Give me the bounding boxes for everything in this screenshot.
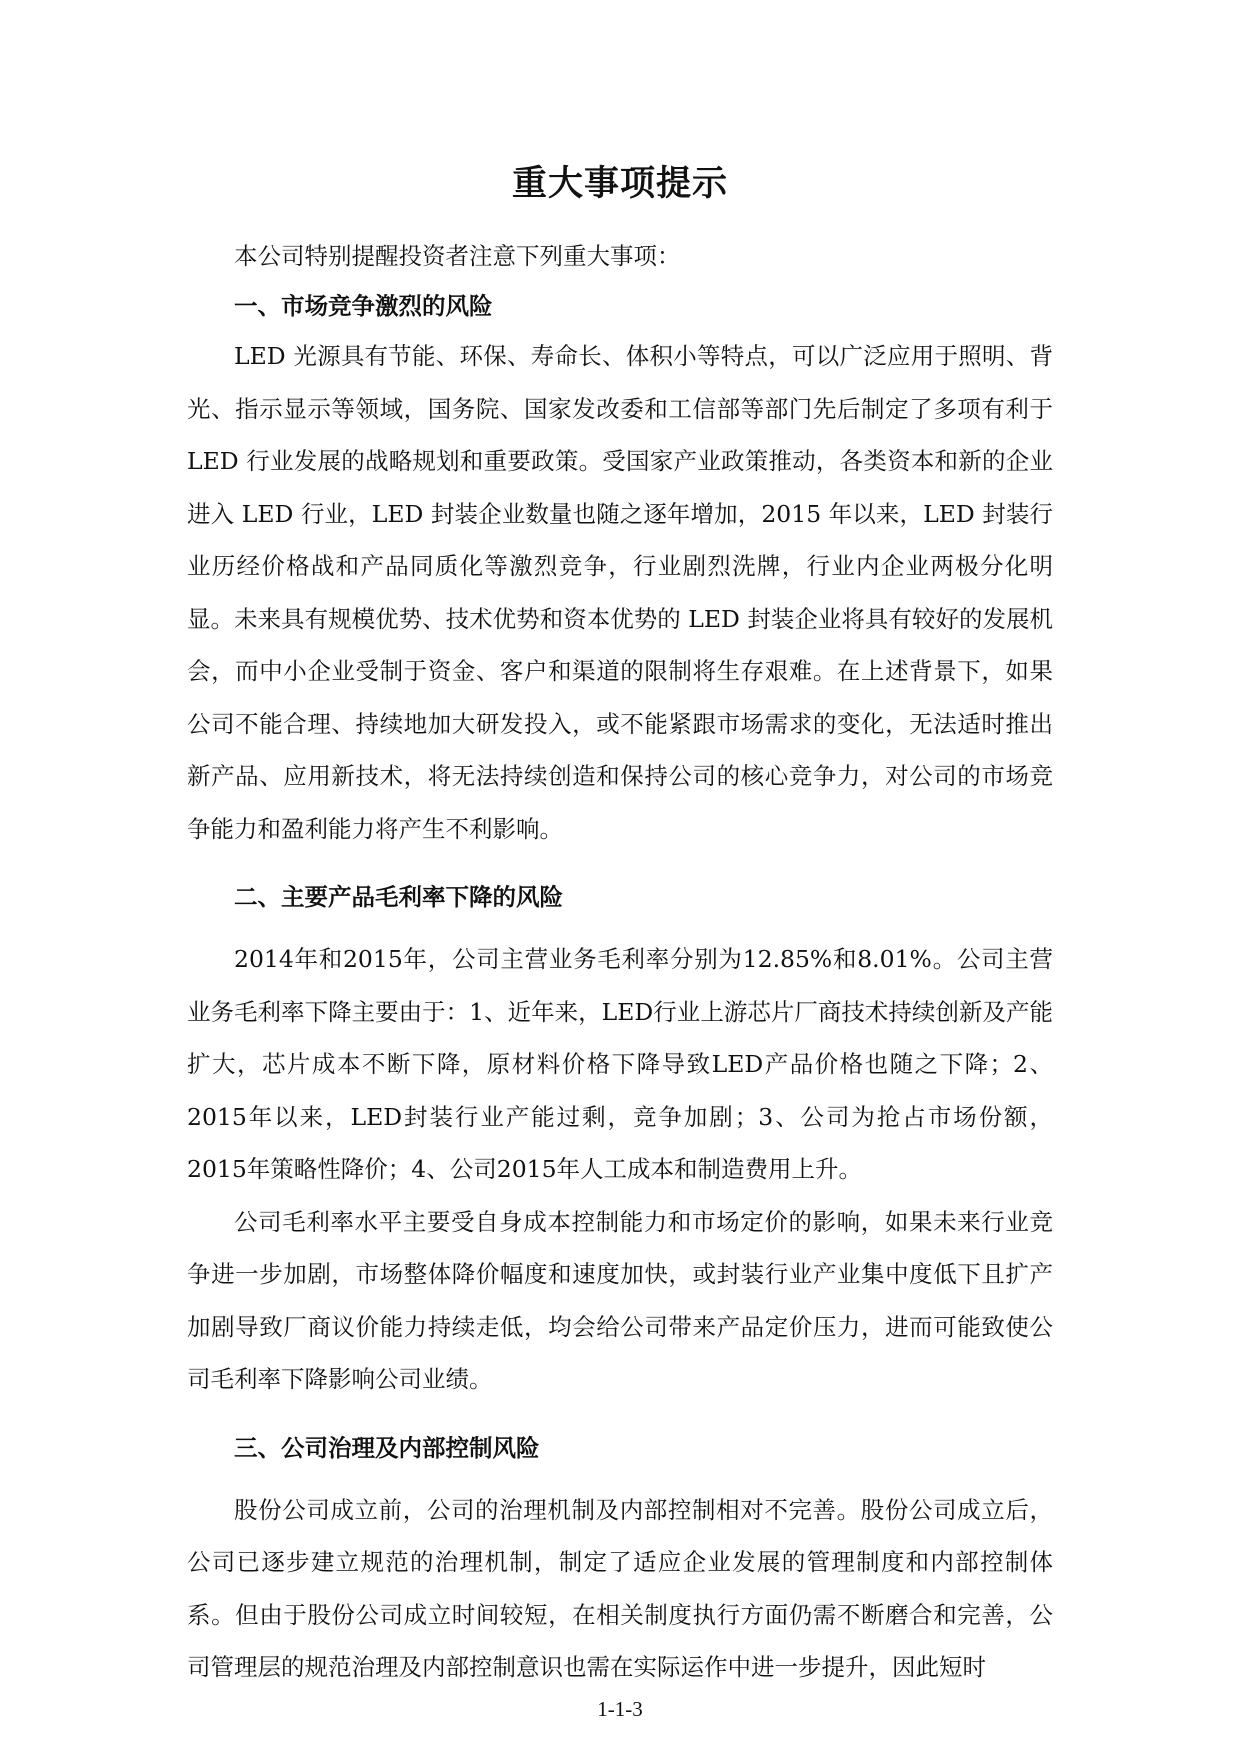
paragraph-gross-margin-2: 公司毛利率水平主要受自身成本控制能力和市场定价的影响，如果未来行业竞争进一步加剧，市场整体降价幅度和速度加快，或封装行业产业集中度低下且扩产加剧导致厂商议价能力持续走低，均会给公司带来产品定价压力，进而可能致使公司毛利率下降影响公司业绩。 <box>187 1207 1053 1393</box>
document-body <box>187 232 1053 1694</box>
intro-paragraph: 本公司特别提醒投资者注意下列重大事项： <box>234 242 681 270</box>
page-title: 重大事项提示 <box>511 164 728 204</box>
section-heading-governance: 三、公司治理及内部控制风险 <box>234 1433 540 1462</box>
section-heading-gross-margin: 二、主要产品毛利率下降的风险 <box>234 883 563 911</box>
paragraph-governance: 股份公司成立前，公司的治理机制及内部控制相对不完善。股份公司成立后，公司已逐步建立规范的治理机制，制定了适应企业发展的管理制度和内部控制体系。但由于股份公司成立时间较短，在相关制度执行方面仍需不断磨合和完善，公司管理层的规范治理及内部控制意识也需在实际运作中进一步提升，因此短时 <box>187 1495 1053 1681</box>
page-number: 1-1-3 <box>597 1697 643 1721</box>
section-heading-market-competition: 一、市场竞争激烈的风险 <box>234 292 493 320</box>
paragraph-gross-margin-1: 2014年和2015年，公司主营业务毛利率分别为12.85%和8.01%。公司主营业务毛利率下降主要由于：1、近年来，LED行业上游芯片厂商技术持续创新及产能扩大，芯片成本不断下降，原材料价格下降导致LED产品价格也随之下降；2、2015年以来，LED封装行业产能过剩，竞争加剧；3、公司为抢占市场份额，2015年策略性降价；4、公司2015年人工成本和制造费用上升。 <box>187 945 1053 1183</box>
paragraph-market-competition: LED 光源具有节能、环保、寿命长、体积小等特点，可以广泛应用于照明、背光、指示显示等领域，国务院、国家发改委和工信部等部门先后制定了多项有利于 LED 行业发展的战略规划和重要政策。受国家产业政策推动，各类资本和新的企业进入 LED 行业，LED 封装企业数量也随之逐年增加，2015 年以来，LED 封装行业历经价格战和产品同质化等激烈竞争，行业剧烈洗牌，行业内企业两极分化明显。未来具有规模优势、技术优势和资本优势的 LED 封装企业将具有较好的发展机会，而中小企业受制于资金、客户和渠道的限制将生存艰难。在上述背景下，如果公司不能合理、持续地加大研发投入，或不能紧跟市场需求的变化，无法适时推出新产品、应用新技术，将无法持续创造和保持公司的核心竞争力，对公司的市场竞争能力和盈利能力将产生不利影响。 <box>187 342 1053 843</box>
